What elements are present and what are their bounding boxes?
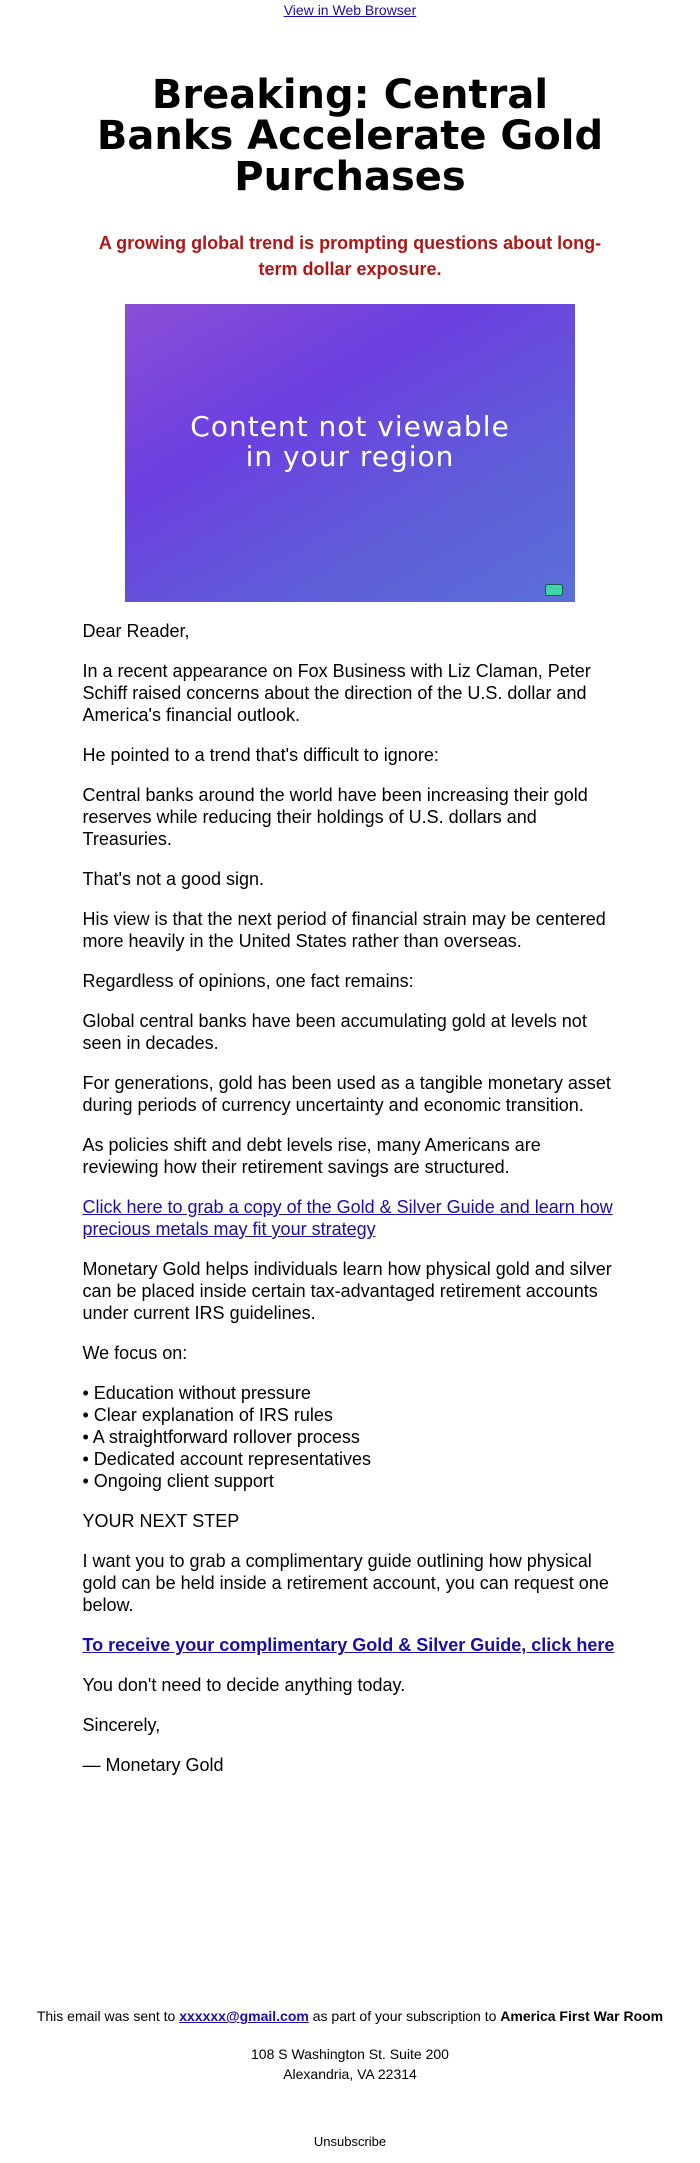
email-footer [0, 2006, 700, 2152]
view-in-browser-link[interactable]: View in Web Browser [283, 2, 417, 18]
paragraph: His view is that the next period of financial strain may be centered more heavily in the United States rather than overseas. [82, 909, 606, 951]
signature: — Monetary Gold [82, 1755, 224, 1775]
paragraph: As policies shift and debt levels rise, many Americans are reviewing how their retirement savings are structured. [82, 1135, 541, 1177]
hero-text-line-1: Content not viewable [190, 410, 510, 443]
sent-middle: as part of your subscription to [308, 2008, 501, 2024]
web-view-bar [0, 0, 700, 20]
signoff: Sincerely, [82, 1715, 161, 1735]
subscription-notice [0, 2006, 700, 2026]
hero-image[interactable] [125, 304, 575, 602]
list-item: • Dedicated account representatives [82, 1449, 371, 1469]
list-item: • Education without pressure [82, 1383, 311, 1403]
headline-line-2: Banks Accelerate Gold [96, 113, 604, 159]
address-line-2: Alexandria, VA 22314 [283, 2066, 417, 2082]
sent-prefix: This email was sent to [36, 2008, 180, 2024]
address-line-1: 108 S Washington St. Suite 200 [251, 2046, 449, 2062]
paragraph: I want you to grab a complimentary guide outlining how physical gold can be held inside a retirement account, you can request one below. [82, 1551, 609, 1615]
paragraph: Central banks around the world have been increasing their gold reserves while reducing their holdings of U.S. dollars and Treasuries. [82, 785, 588, 849]
unsubscribe-link[interactable]: Unsubscribe [313, 2134, 387, 2149]
subheadline: A growing global trend is prompting questions about long-term dollar exposure. [98, 233, 602, 279]
paragraph: Monetary Gold helps individuals learn how physical gold and silver can be placed inside certain tax-advantaged retirement accounts under current IRS guidelines. [82, 1259, 612, 1323]
green-badge-icon [545, 584, 563, 596]
paragraph: Regardless of opinions, one fact remains: [82, 971, 414, 991]
list-item: • Ongoing client support [82, 1471, 274, 1491]
paragraph: For generations, gold has been used as a tangible monetary asset during periods of currency uncertainty and economic transition. [82, 1073, 611, 1115]
cta-guide-link[interactable]: To receive your complimentary Gold & Silver Guide, click here [82, 1635, 615, 1655]
hero-image-text [125, 412, 575, 472]
list-name: America First War Room [500, 2008, 664, 2024]
list-item: • Clear explanation of IRS rules [82, 1405, 333, 1425]
list-item: • A straightforward rollover process [82, 1427, 360, 1447]
recipient-email-link[interactable]: xxxxxx@gmail.com [179, 2008, 309, 2024]
focus-list [83, 1382, 618, 1492]
paragraph: That's not a good sign. [82, 869, 265, 889]
guide-link-paragraph [83, 1196, 618, 1240]
paragraph: He pointed to a trend that's difficult to ignore: [82, 745, 439, 765]
paragraph: We focus on: [82, 1343, 188, 1363]
guide-link[interactable]: Click here to grab a copy of the Gold & Silver Guide and learn how precious metals may fit your strategy [82, 1197, 613, 1239]
headline [0, 72, 700, 200]
mailing-address [0, 2044, 700, 2084]
headline-line-3: Purchases [234, 154, 466, 200]
email-body [83, 620, 618, 1776]
headline-line-1: Breaking: Central [151, 72, 549, 118]
section-heading: YOUR NEXT STEP [82, 1511, 240, 1531]
greeting: Dear Reader, [82, 621, 190, 641]
paragraph: You don't need to decide anything today. [82, 1675, 406, 1695]
cta-link-paragraph [83, 1634, 618, 1656]
paragraph: Global central banks have been accumulating gold at levels not seen in decades. [82, 1011, 587, 1053]
paragraph: In a recent appearance on Fox Business with Liz Claman, Peter Schiff raised concerns about the direction of the U.S. dollar and America's financial outlook. [82, 661, 591, 725]
hero-text-line-2: in your region [245, 440, 455, 473]
